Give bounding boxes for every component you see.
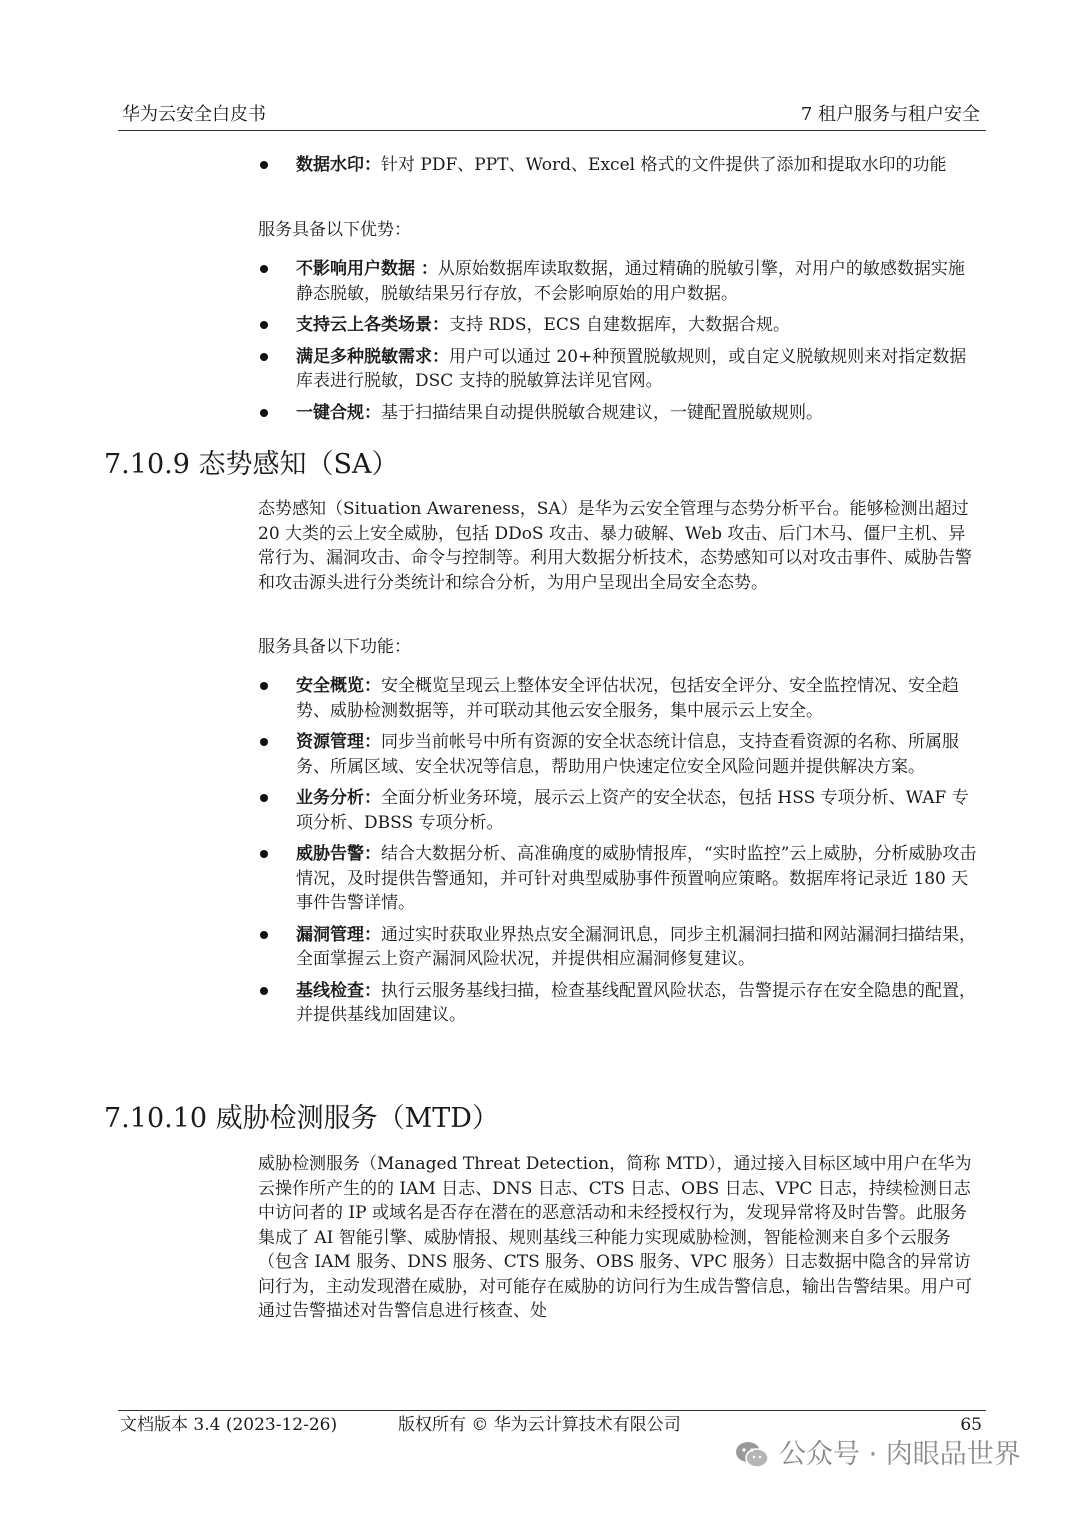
list-item [258,153,978,178]
bullet-text: 执行云服务基线扫描，检查基线配置风险状态，告警提示存在安全隐患的配置，并提供基线加固建议。 [296,980,976,1025]
list-item [258,979,978,1028]
bullet-icon [260,931,268,939]
bullet-term: 支持云上各类场景： [296,315,449,335]
bullet-term: 业务分析： [296,788,381,808]
bullet-text: 安全概览呈现云上整体安全评估状况，包括安全评分、安全监控情况、安全趋势、威胁检测数据等，并可联动其他云安全服务，集中展示云上安全。 [296,676,959,721]
bullet-text: 从原始数据库读取数据，通过精确的脱敏引擎，对用户的敏感数据实施静态脱敏，脱敏结果另行存放，不会影响原始的用户数据。 [296,259,965,304]
footer-doc-version: 文档版本 3.4 (2023-12-26) [120,1415,338,1435]
bullet-icon [260,265,268,273]
footer-copyright: 版权所有 © 华为云计算技术有限公司 [398,1415,681,1435]
section-mtd-intro: 威胁检测服务（Managed Threat Detection，简称 MTD），通过接入目标区域中用户在华为云操作所产生的的 IAM 日志、DNS 日志、CTS 日志、OBS 日志、VPC 日志，持续检测日志中访问者的 IP 或域名是否存在潜在的恶意活动和未经授权行为，发现异常将及时告警。此服务集成了 AI 智能引擎、威胁情报、规则基线三种能力实现威胁检测，智能检测来自多个云服务（包含 IAM 服务、DNS 服务、CTS 服务、OBS 服务、VPC 服务）日志数据中隐含的异常访问行为，主动发现潜在威胁，对可能存在威胁的访问行为生成告警信息，输出告警结果。用户可通过告警描述对告警信息进行核查、处 [258,1154,972,1321]
wechat-icon [735,1440,769,1470]
bullet-icon [260,161,268,169]
bullet-text: 支持 RDS，ECS 自建数据库，大数据合规。 [449,315,790,335]
list-item [258,345,978,394]
list-item [258,401,978,426]
bullet-icon [260,321,268,329]
bullet-term: 漏洞管理： [296,924,381,945]
bullet-list-advantages [258,257,978,432]
header-chapter-title: 7 租户服务与租户安全 [800,104,980,125]
bullet-text: 针对 PDF、PPT、Word、Excel 格式的文件提供了添加和提取水印的功能 [381,155,947,175]
list-item [258,730,978,779]
bullet-icon [260,738,268,746]
section-sa-intro: 态势感知（Situation Awareness，SA）是华为云安全管理与态势分析平台。能够检测出超过 20 大类的云上安全威胁，包括 DDoS 攻击、暴力破解、Web 攻击、后门木马、僵尸主机、异常行为、漏洞攻击、命令与控制等。利用大数据分析技术，态势感知可以对攻击事件、威胁告警和攻击源头进行分类统计和综合分析，为用户呈现出全局安全态势。 [258,499,972,593]
bullet-text: 同步当前帐号中所有资源的安全状态统计信息，支持查看资源的名称、所属服务、所属区域、安全状况等信息，帮助用户快速定位安全风险问题并提供解决方案。 [296,732,959,777]
header-doc-title: 华为云安全白皮书 [122,104,266,125]
bullet-term: 安全概览： [296,676,381,696]
bullet-term: 资源管理： [296,732,381,752]
bullet-list-sa-features [258,674,978,1035]
list-item [258,842,978,916]
list-item [258,674,978,723]
bullet-text: 全面分析业务环境，展示云上资产的安全状态，包括 HSS 专项分析、WAF 专项分析、DBSS 专项分析。 [296,788,969,833]
section-heading-sa: 7.10.9 态势感知（SA） [104,449,399,480]
features-intro: 服务具备以下功能： [258,637,411,657]
bullet-term: 一键合规： [296,402,381,423]
bullet-text: 通过实时获取业界热点安全漏洞讯息，同步主机漏洞扫描和网站漏洞扫描结果，全面掌握云上资产漏洞风险状况，并提供相应漏洞修复建议。 [296,924,976,969]
bullet-term: 数据水印： [296,155,381,175]
list-item [258,313,978,338]
page-number: 65 [960,1415,982,1435]
list-item [258,257,978,306]
watermark-text: 公众号 · 肉眼品世界 [779,1439,1021,1470]
bullet-icon [260,794,268,802]
page-header [118,100,986,131]
bullet-term: 基线检查： [296,980,381,1001]
bullet-text: 用户可以通过 20+种预置脱敏规则，或自定义脱敏规则来对指定数据库表进行脱敏，DSC 支持的脱敏算法详见官网。 [296,346,967,391]
bullet-icon [260,409,268,417]
wechat-watermark [735,1434,1021,1476]
bullet-icon [260,987,268,995]
section-heading-mtd: 7.10.10 威胁检测服务（MTD） [104,1103,499,1134]
advantages-intro: 服务具备以下优势： [258,220,411,240]
bullet-text: 基于扫描结果自动提供脱敏合规建议，一键配置脱敏规则。 [381,402,823,423]
bullet-term: 满足多种脱敏需求： [296,346,449,367]
bullet-text: 结合大数据分析、高准确度的威胁情报库，“实时监控”云上威胁，分析威胁攻击情况，及时提供告警通知，并可针对典型威胁事件预置响应策略。数据库将记录近 180 天事件告警详情。 [296,844,977,913]
bullet-list-features-dsc [258,153,978,185]
list-item [258,923,978,972]
bullet-term: 不影响用户数据 ： [296,259,438,279]
bullet-icon [260,353,268,361]
bullet-icon [260,682,268,690]
list-item [258,786,978,835]
bullet-term: 威胁告警： [296,844,381,864]
bullet-icon [260,850,268,858]
